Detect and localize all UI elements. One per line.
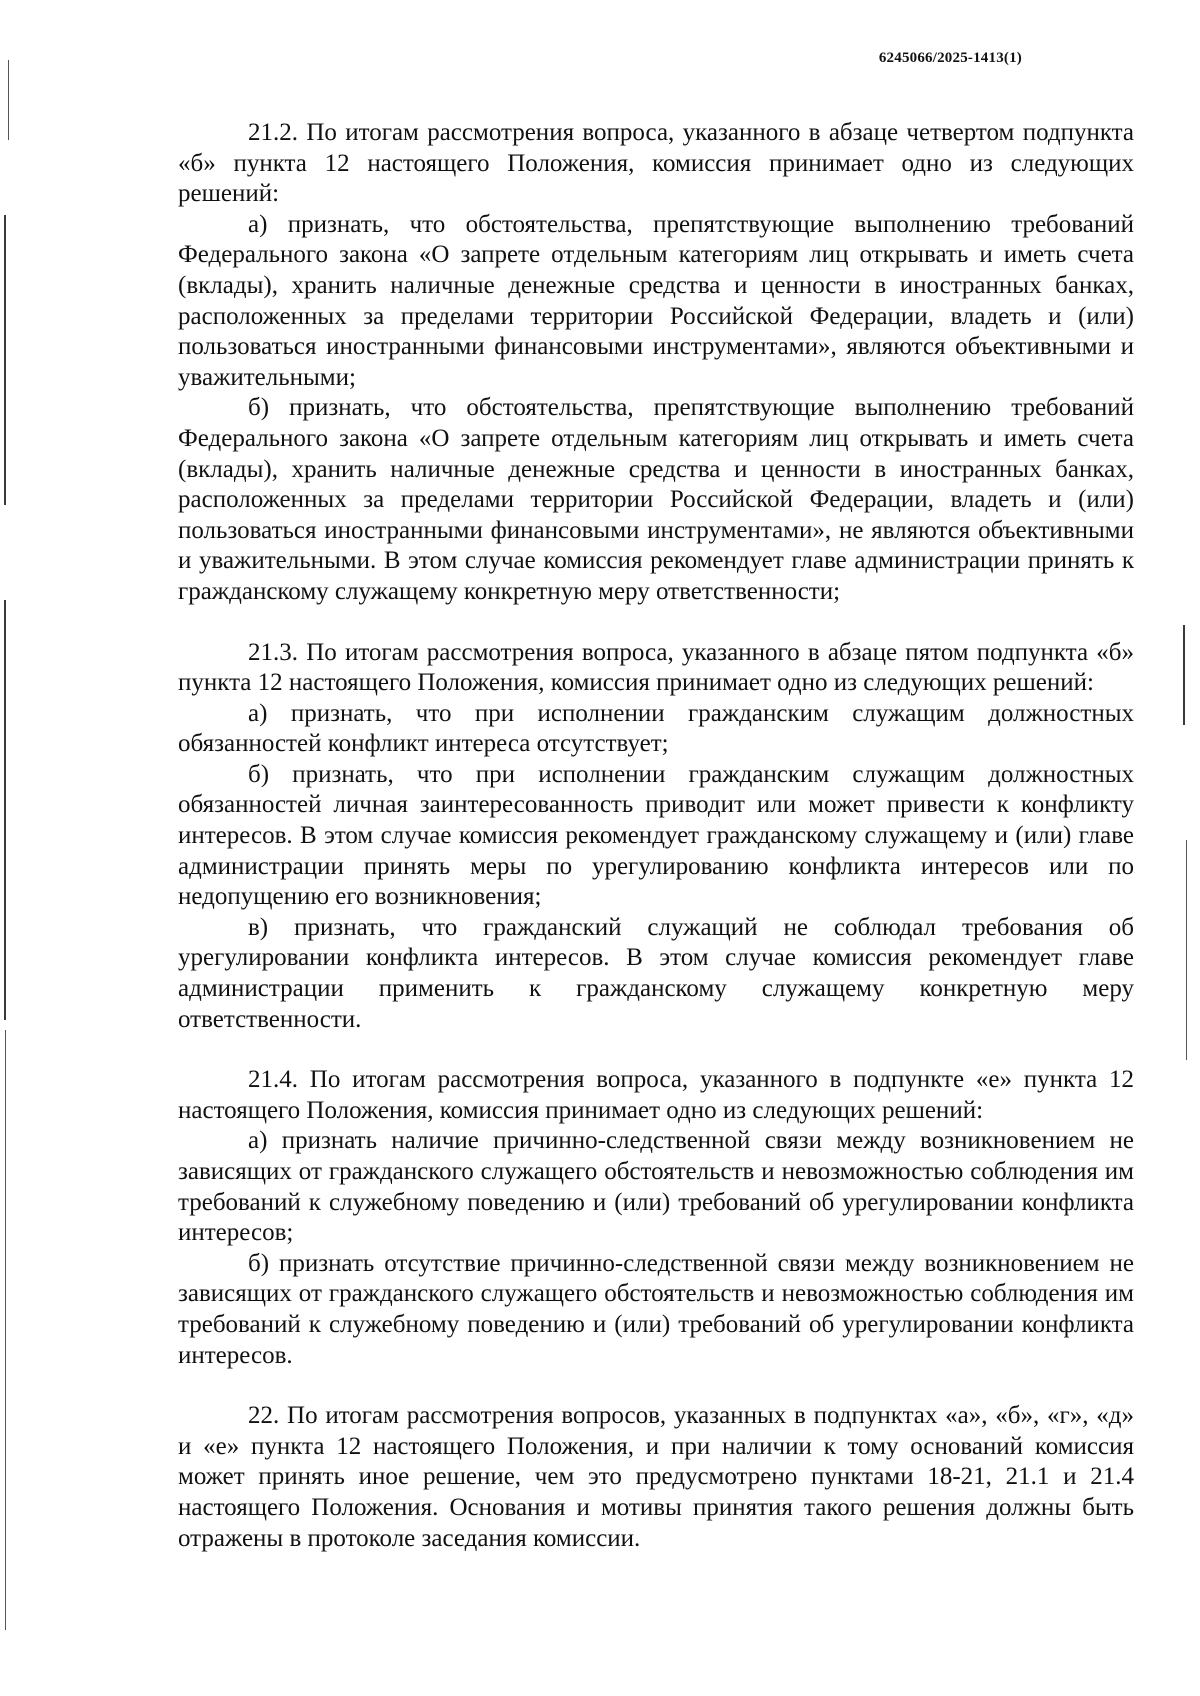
scan-edge-mark (4, 600, 6, 1020)
paragraph-21-2: 21.2. По итогам рассмотрения вопроса, указанного в абзаце четвертом подпункта «б» пункта 12 настоящего Положения, комиссия принимает одно из следующих решений: (178, 119, 1134, 208)
paragraph-21-3-b: б) признать, что при исполнении гражданским служащим должностных обязанностей личная заинтересованность приводит или может привести к конфликту интересов. В этом случае комиссия рекомендует гражданскому служащему и (или) главе администрации принять меры по урегулированию конфликта интересов или по недопущению его возникновения; (178, 760, 1134, 911)
paragraph-21-4-b: б) признать отсутствие причинно-следственной связи между возникновением не зависящих от гражданского служащего обстоятельств и невозможностью соблюдения им требований к служебному поведению и (или) требований об урегулировании конфликта интересов. (178, 1249, 1134, 1369)
scan-edge-mark (1183, 625, 1185, 725)
paragraph-21-2-b: б) признать, что обстоятельства, препятствующие выполнению требований Федерального закона «О запрете отдельным категориям лиц открывать и иметь счета (вклады), хранить наличные денежные средства и ценности в иностранных банках, расположенных за пределами территории Российской Федерации, владеть и (или) пользоваться иностранными финансовыми инструментами», не являются объективными и уважительными. В этом случае комиссия рекомендует главе администрации принять к гражданскому служащему конкретную меру ответственности; (178, 394, 1134, 605)
paragraph-21-3-a: а) признать, что при исполнении гражданским служащим должностных обязанностей конфликт интереса отсутствует; (178, 699, 1134, 758)
scan-edge-mark (5, 1030, 6, 1630)
scan-edge-mark (4, 215, 6, 505)
document-number: 6245066/2025-1413(1) (878, 50, 1022, 66)
scan-edge-mark (8, 60, 9, 140)
document-body (178, 118, 1134, 1554)
paragraph-21-4: 21.4. По итогам рассмотрения вопроса, указанного в подпункте «е» пункта 12 настоящего Положения, комиссия принимает одно из следующих решений: (178, 1066, 1134, 1124)
paragraph-21-4-a: а) признать наличие причинно-следственной связи между возникновением не зависящих от гражданского служащего обстоятельств и невозможностью соблюдения им требований к служебному поведению и (или) требований об урегулировании конфликта интересов; (178, 1127, 1134, 1247)
paragraph-21-2-a: а) признать, что обстоятельства, препятствующие выполнению требований Федерального закона «О запрете отдельным категориям лиц открывать и иметь счета (вклады), хранить наличные денежные средства и ценности в иностранных банках, расположенных за пределами территории Российской Федерации, владеть и (или) пользоваться иностранными финансовыми инструментами», являются объективными и уважительными; (178, 210, 1134, 391)
scan-edge-mark (1186, 840, 1187, 1060)
paragraph-22: 22. По итогам рассмотрения вопросов, указанных в подпунктах «а», «б», «г», «д» и «е» пункта 12 настоящего Положения, и при наличии к тому оснований комиссия может принять иное решение, чем это предусмотрено пунктами 18-21, 21.1 и 21.4 настоящего Положения. Основания и мотивы принятия такого решения должны быть отражены в протоколе заседания комиссии. (178, 1402, 1134, 1552)
paragraph-21-3: 21.3. По итогам рассмотрения вопроса, указанного в абзаце пятом подпункта «б» пункта 12 настоящего Положения, комиссия принимает одно из следующих решений: (178, 638, 1134, 697)
paragraph-21-3-v: в) признать, что гражданский служащий не соблюдал требования об урегулировании конфликта интересов. В этом случае комиссия рекомендует главе администрации применить к гражданскому служащему конкретную меру ответственности. (178, 913, 1134, 1033)
